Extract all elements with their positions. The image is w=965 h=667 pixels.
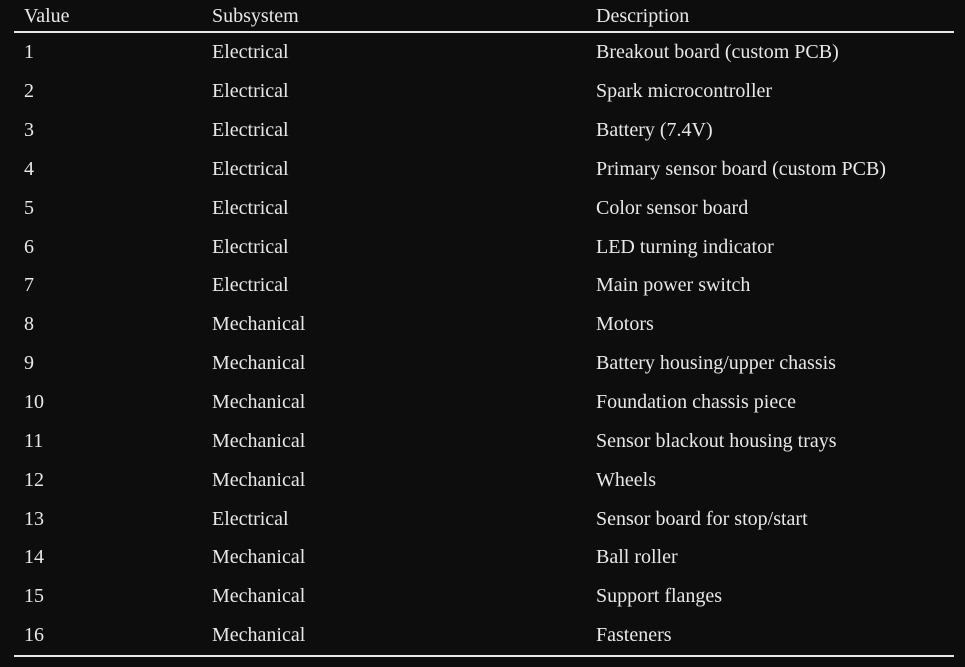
table-row — [14, 150, 954, 189]
cell-description: Foundation chassis piece — [596, 391, 796, 414]
table-header — [14, 0, 954, 32]
cell-description: Battery housing/upper chassis — [596, 352, 836, 375]
table-row — [14, 305, 954, 344]
cell-value: 15 — [24, 585, 44, 608]
cell-subsystem: Mechanical — [212, 546, 306, 569]
cell-description: Ball roller — [596, 546, 678, 569]
header-value: Value — [14, 0, 202, 32]
cell-description: Primary sensor board (custom PCB) — [596, 157, 886, 180]
header-description: Description — [586, 0, 954, 32]
cell-subsystem: Electrical — [212, 235, 289, 258]
cell-subsystem: Electrical — [212, 507, 289, 530]
table-row — [14, 188, 954, 227]
cell-value: 9 — [24, 352, 34, 375]
cell-subsystem: Electrical — [212, 196, 289, 219]
table-row — [14, 538, 954, 577]
cell-subsystem: Electrical — [212, 41, 289, 64]
cell-description: Motors — [596, 313, 654, 336]
cell-value: 12 — [24, 468, 44, 491]
table-row — [14, 577, 954, 616]
cell-subsystem: Mechanical — [212, 468, 306, 491]
cell-subsystem: Mechanical — [212, 391, 306, 414]
cell-description: Fasteners — [586, 616, 954, 656]
cell-subsystem: Mechanical — [212, 585, 306, 608]
parts-table-container — [14, 0, 954, 657]
cell-value: 3 — [24, 119, 34, 142]
cell-value: 2 — [24, 80, 34, 103]
cell-subsystem: Electrical — [212, 274, 289, 297]
table-row — [14, 111, 954, 150]
cell-description: Sensor blackout housing trays — [596, 429, 837, 452]
table-row — [14, 344, 954, 383]
table-row — [14, 421, 954, 460]
cell-value: 8 — [24, 313, 34, 336]
cell-description: Color sensor board — [596, 196, 749, 219]
cell-description: Spark microcontroller — [596, 80, 773, 103]
cell-description: Support flanges — [596, 585, 723, 608]
cell-description: LED turning indicator — [596, 235, 774, 258]
cell-description: Wheels — [596, 468, 656, 491]
table-row — [14, 616, 954, 656]
table-body — [14, 32, 954, 656]
cell-value: 5 — [24, 196, 34, 219]
cell-value: 11 — [24, 429, 44, 452]
cell-description: Breakout board (custom PCB) — [596, 41, 839, 64]
cell-subsystem: Electrical — [212, 119, 289, 142]
cell-subsystem: Mechanical — [212, 352, 306, 375]
cell-subsystem: Electrical — [212, 157, 289, 180]
cell-subsystem: Mechanical — [212, 313, 306, 336]
table-row — [14, 383, 954, 422]
cell-value: 14 — [24, 546, 44, 569]
table-row — [14, 227, 954, 266]
header-subsystem: Subsystem — [202, 0, 586, 32]
cell-value: 10 — [24, 391, 44, 414]
cell-subsystem: Mechanical — [202, 616, 586, 656]
cell-value: 1 — [24, 41, 34, 64]
header-row — [14, 0, 954, 32]
cell-value: 16 — [14, 616, 202, 656]
cell-subsystem: Electrical — [212, 80, 289, 103]
cell-value: 13 — [24, 507, 44, 530]
table-row — [14, 266, 954, 305]
cell-description: Sensor board for stop/start — [596, 507, 808, 530]
parts-table — [14, 0, 954, 657]
cell-description: Battery (7.4V) — [596, 119, 713, 142]
table-row — [14, 460, 954, 499]
cell-value: 6 — [24, 235, 34, 258]
cell-value: 7 — [24, 274, 34, 297]
table-row — [14, 499, 954, 538]
table-row — [14, 72, 954, 111]
cell-description: Main power switch — [596, 274, 751, 297]
cell-subsystem: Mechanical — [212, 429, 306, 452]
table-row — [14, 32, 954, 72]
cell-value: 4 — [24, 157, 34, 180]
